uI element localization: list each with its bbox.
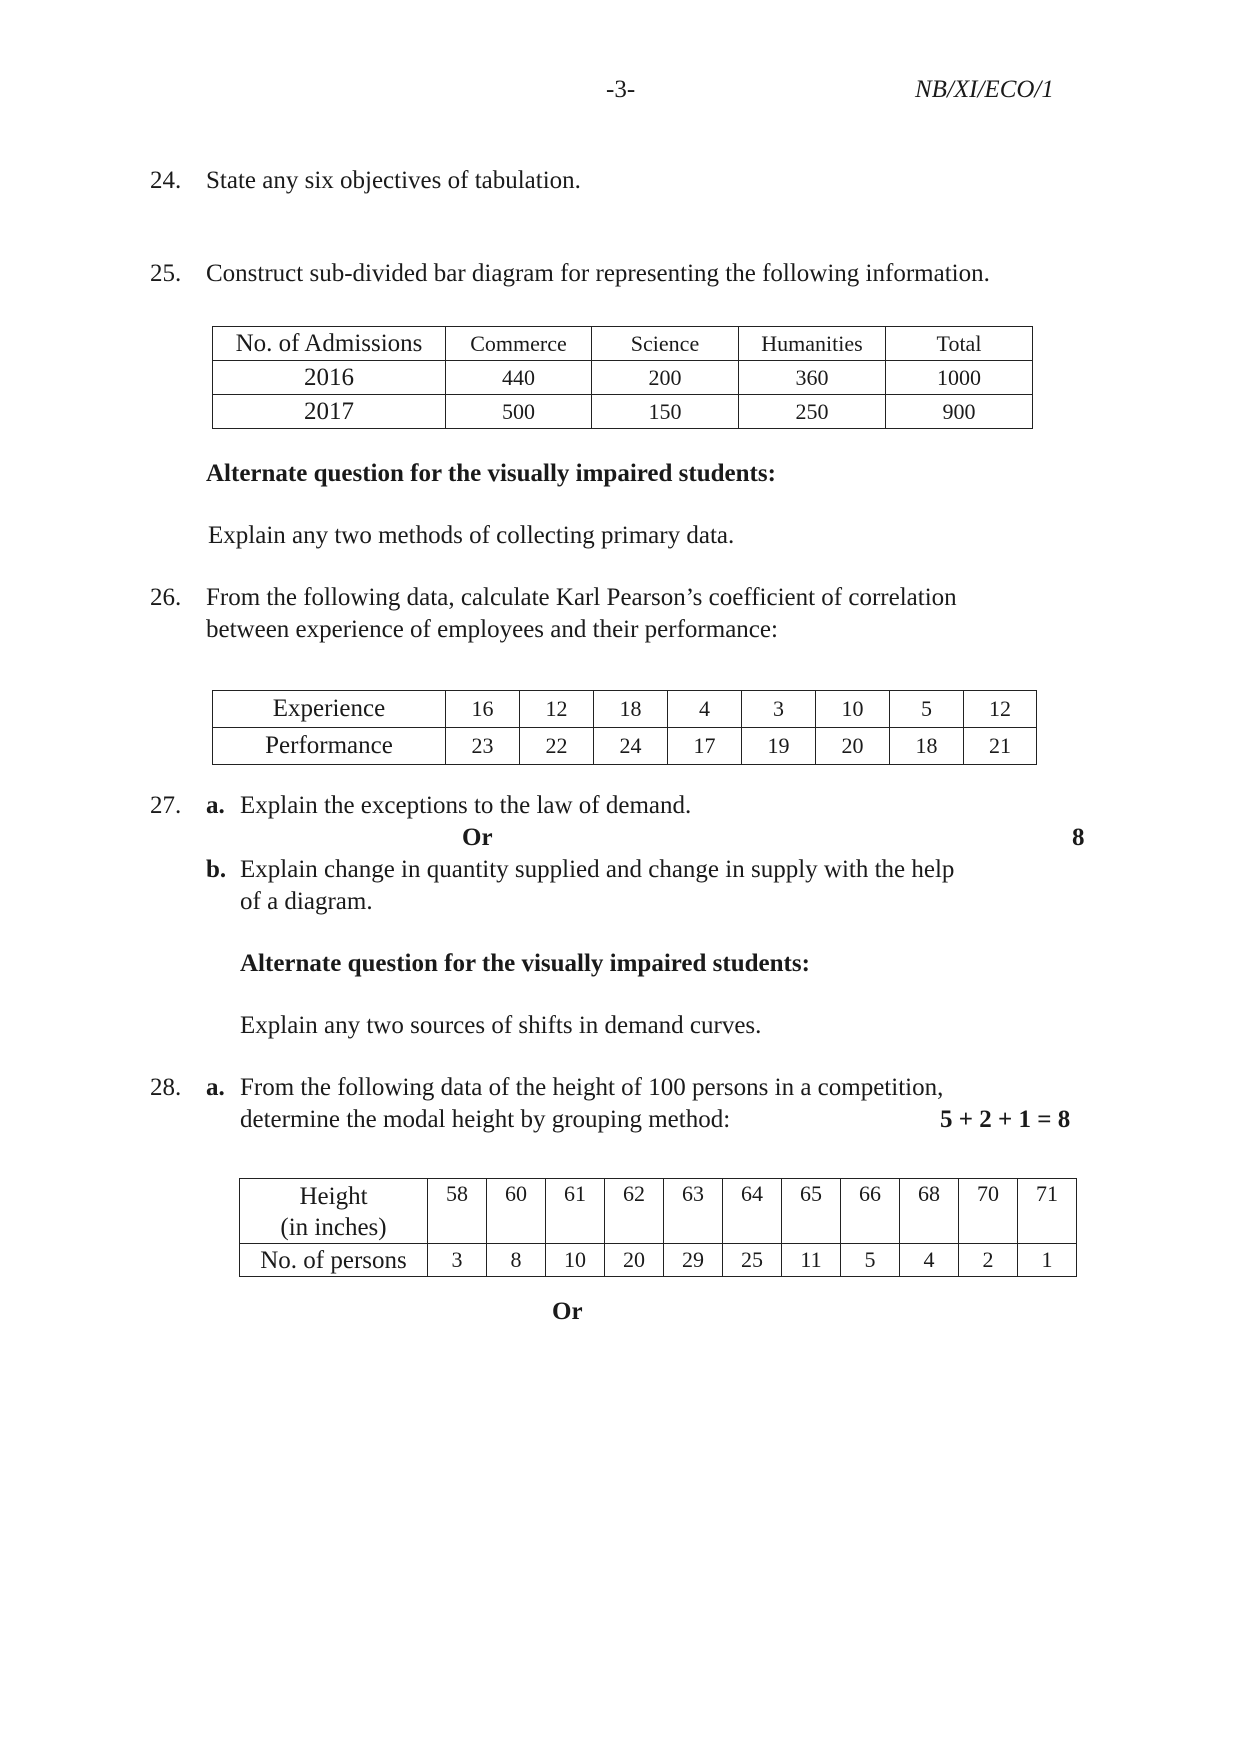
table-cell: 18 [594,691,668,728]
table-cell: 2 [959,1244,1018,1277]
table-cell: 19 [742,728,816,765]
table-header-cell: Humanities [739,327,886,361]
table-cell: 60 [487,1179,546,1244]
alternate-question-25-text: Explain any two methods of collecting primary data. [208,522,735,549]
question-number-25: 25. [150,260,182,287]
table-cell: 62 [605,1179,664,1244]
question-number-27: 27. [150,792,182,819]
table-row [240,1179,1077,1244]
alternate-question-heading-25: Alternate question for the visually impaired students: [206,460,776,487]
table-cell: 440 [446,361,592,395]
table-header-cell: Commerce [446,327,592,361]
table-cell: 900 [886,395,1033,429]
table-cell: 10 [816,691,890,728]
row-label-persons: No. of persons [240,1244,428,1277]
part-b-label-27: b. [206,856,227,883]
table-cell: 23 [446,728,520,765]
table-cell: 66 [841,1179,900,1244]
table-header-row [213,327,1033,361]
experience-performance-table [212,690,1037,765]
or-separator-28: Or [552,1298,583,1325]
question-24-text: State any six objectives of tabulation. [206,167,581,194]
table-row [213,395,1033,429]
table-cell: 70 [959,1179,1018,1244]
height-label-line-1: Height [299,1183,368,1210]
table-cell: 25 [723,1244,782,1277]
table-cell: 68 [900,1179,959,1244]
table-row [213,361,1033,395]
table-cell: 61 [546,1179,605,1244]
table-cell: 250 [739,395,886,429]
table-cell: 12 [964,691,1037,728]
table-cell: 500 [446,395,592,429]
table-cell: 20 [605,1244,664,1277]
paper-code: NB/XI/ECO/1 [915,76,1054,103]
table-cell: 64 [723,1179,782,1244]
table-cell: 5 [890,691,964,728]
part-a-label-27: a. [206,792,225,819]
height-persons-table [239,1178,1077,1277]
table-header-cell: Science [592,327,739,361]
table-cell: 2017 [213,395,446,429]
table-cell: 11 [782,1244,841,1277]
question-27b-line-2: of a diagram. [240,888,373,915]
question-27b-line-1: Explain change in quantity supplied and change in supply with the help [240,856,955,883]
table-cell: 12 [520,691,594,728]
table-cell: 4 [900,1244,959,1277]
table-cell: 65 [782,1179,841,1244]
table-header-cell: Total [886,327,1033,361]
table-cell: 1000 [886,361,1033,395]
table-cell: 29 [664,1244,723,1277]
question-28a-line-2: determine the modal height by grouping method: [240,1106,731,1133]
table-cell: 3 [428,1244,487,1277]
question-number-28: 28. [150,1074,182,1101]
or-separator-27: Or [462,824,493,851]
marks-28: 5 + 2 + 1 = 8 [940,1106,1071,1133]
question-26-line-1: From the following data, calculate Karl Pearson’s coefficient of correlation [206,584,957,611]
table-cell: 8 [487,1244,546,1277]
table-row [213,691,1037,728]
table-header-cell: No. of Admissions [213,327,446,361]
question-27a-text: Explain the exceptions to the law of demand. [240,792,692,819]
table-cell: 20 [816,728,890,765]
table-cell: 21 [964,728,1037,765]
table-cell: 58 [428,1179,487,1244]
table-cell: 5 [841,1244,900,1277]
table-cell: 2016 [213,361,446,395]
table-cell: 200 [592,361,739,395]
table-cell: 63 [664,1179,723,1244]
alternate-question-27-text: Explain any two sources of shifts in demand curves. [240,1012,762,1039]
row-label-performance: Performance [213,728,446,765]
table-cell: 24 [594,728,668,765]
height-label-line-2: (in inches) [280,1214,387,1241]
page-number: -3- [606,76,636,103]
question-26-line-2: between experience of employees and their performance: [206,616,778,643]
question-number-26: 26. [150,584,182,611]
alternate-question-heading-27: Alternate question for the visually impaired students: [240,950,810,977]
table-row [213,728,1037,765]
table-cell: 71 [1018,1179,1077,1244]
table-cell: 17 [668,728,742,765]
table-cell: 18 [890,728,964,765]
table-cell: 22 [520,728,594,765]
table-cell: 1 [1018,1244,1077,1277]
question-25-text: Construct sub-divided bar diagram for representing the following information. [206,260,990,287]
table-row [240,1244,1077,1277]
table-cell: 150 [592,395,739,429]
table-cell: 3 [742,691,816,728]
table-cell: 10 [546,1244,605,1277]
part-a-label-28: a. [206,1074,225,1101]
table-cell: 360 [739,361,886,395]
question-28a-line-1: From the following data of the height of 100 persons in a competition, [240,1074,944,1101]
admissions-table [212,326,1033,429]
row-label-height [240,1179,428,1244]
table-cell: 4 [668,691,742,728]
marks-27: 8 [1072,824,1085,851]
question-number-24: 24. [150,167,182,194]
row-label-experience: Experience [213,691,446,728]
table-cell: 16 [446,691,520,728]
